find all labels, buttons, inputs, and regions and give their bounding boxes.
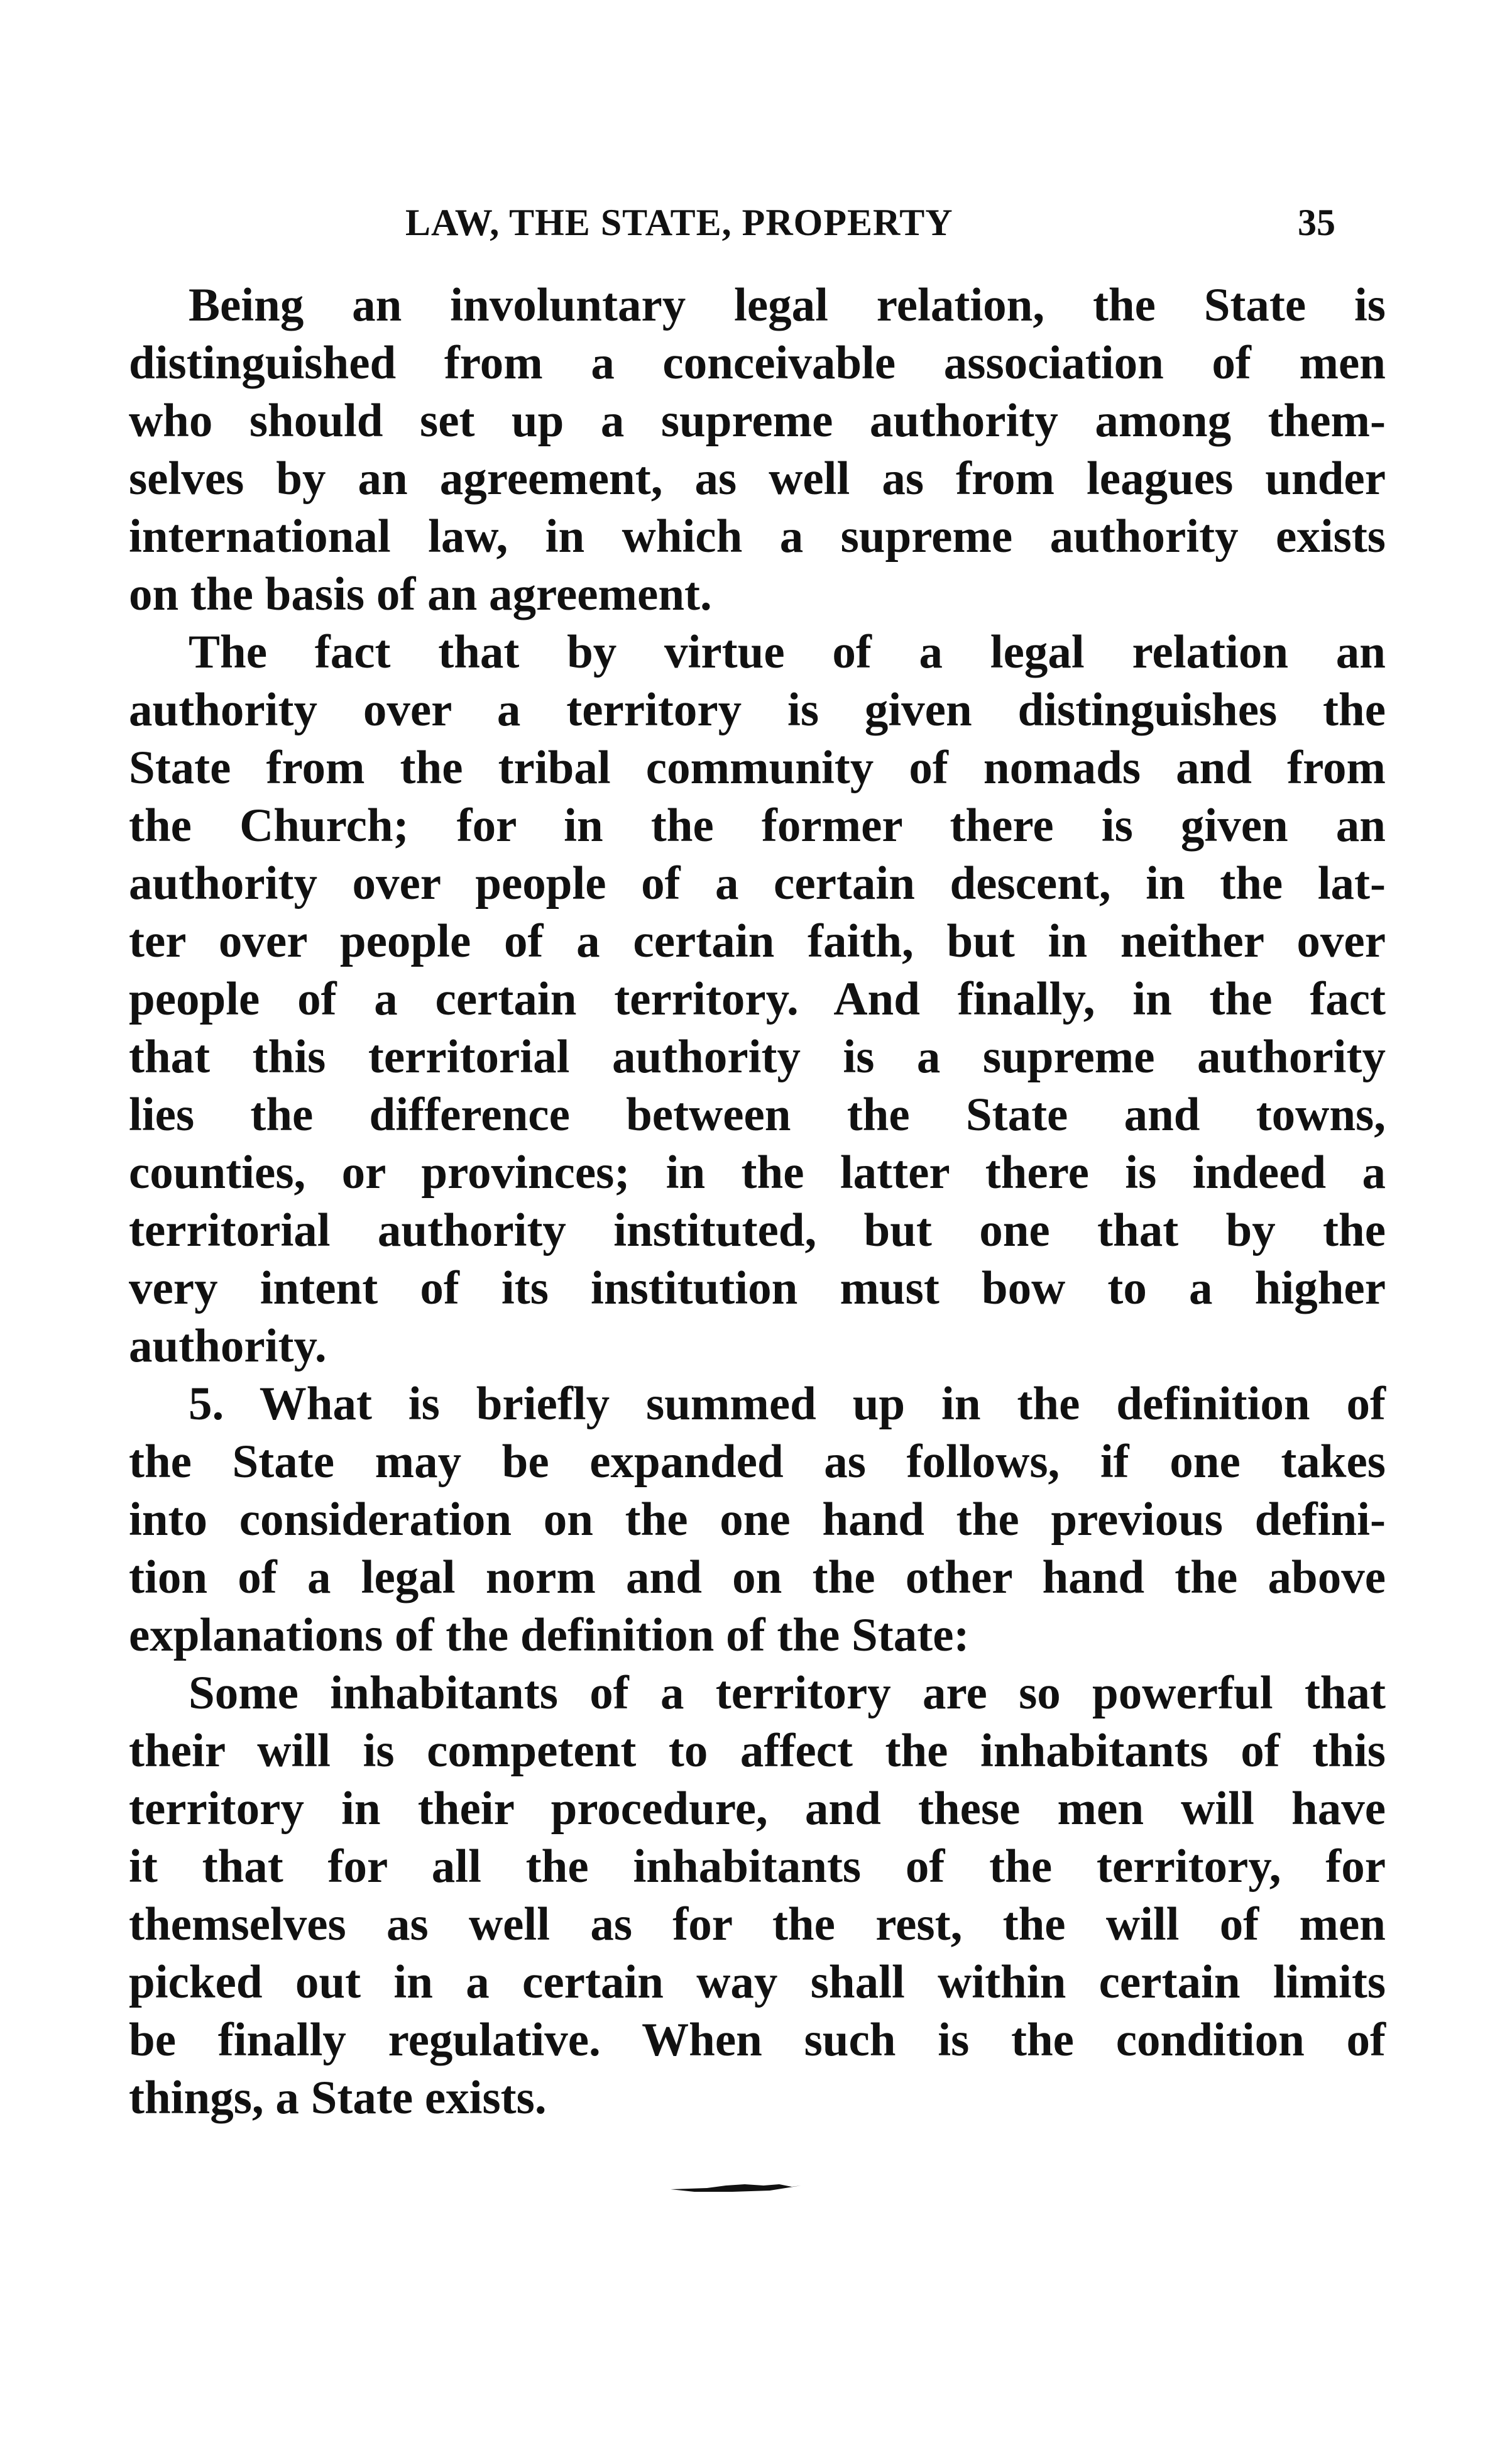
paragraph-2 bbox=[129, 624, 1386, 1375]
text-line: very intent of its institution must bow to a higher bbox=[129, 1262, 1386, 1314]
text-line: authority over people of a certain descent, in the lat- bbox=[129, 857, 1386, 910]
text-line: The fact that by virtue of a legal relation an bbox=[189, 626, 1386, 678]
text-line: State from the tribal community of nomads and from bbox=[129, 742, 1386, 794]
text-line: the Church; for in the former there is given an bbox=[129, 800, 1386, 852]
page-number: 35 bbox=[1298, 202, 1335, 243]
text-line: themselves as well as for the rest, the will of men bbox=[129, 1898, 1386, 1950]
text-line: authority. bbox=[129, 1320, 327, 1372]
text-line: who should set up a supreme authority among them- bbox=[129, 395, 1386, 447]
text-line: territory in their procedure, and these men will have bbox=[129, 1783, 1386, 1835]
text-line: ter over people of a certain faith, but in neither over bbox=[129, 915, 1386, 967]
text-line: counties, or provinces; in the latter there is indeed a bbox=[129, 1147, 1386, 1199]
text-line: lies the difference between the State and towns, bbox=[129, 1089, 1386, 1141]
text-line: tion of a legal norm and on the other hand the above bbox=[129, 1551, 1386, 1603]
text-line: that this territorial authority is a supreme authority bbox=[129, 1031, 1386, 1083]
text-line: territorial authority instituted, but one that by the bbox=[129, 1204, 1386, 1256]
text-line: their will is competent to affect the inhabitants of this bbox=[129, 1725, 1386, 1777]
text-line: on the basis of an agreement. bbox=[129, 568, 712, 620]
text-line: things, a State exists. bbox=[129, 2072, 547, 2124]
paragraph-4 bbox=[129, 1664, 1386, 2127]
text-line: picked out in a certain way shall within certain limits bbox=[129, 1956, 1386, 2008]
text-line: authority over a territory is given distinguishes the bbox=[129, 684, 1386, 736]
text-line: Being an involuntary legal relation, the State is bbox=[189, 279, 1386, 331]
ornament-rule-icon bbox=[669, 2178, 826, 2197]
text-line: selves by an agreement, as well as from leagues under bbox=[129, 453, 1386, 505]
text-line: the State may be expanded as follows, if one takes bbox=[129, 1436, 1386, 1488]
paragraph-1 bbox=[129, 277, 1386, 624]
text-line: explanations of the definition of the State: bbox=[129, 1609, 970, 1661]
text-line: it that for all the inhabitants of the territory, for bbox=[129, 1840, 1386, 1893]
text-line: international law, in which a supreme authority exists bbox=[129, 510, 1386, 563]
text-line: 5. What is briefly summed up in the definition of bbox=[189, 1378, 1386, 1430]
text-line: be finally regulative. When such is the condition of bbox=[129, 2014, 1386, 2066]
book-page bbox=[129, 201, 1386, 2127]
text-line: people of a certain territory. And finally, in the fact bbox=[129, 973, 1386, 1025]
page-header bbox=[129, 201, 1386, 270]
text-line: into consideration on the one hand the previous defini- bbox=[129, 1493, 1386, 1546]
running-head: LAW, THE STATE, PROPERTY bbox=[405, 202, 953, 243]
text-line: distinguished from a conceivable association of men bbox=[129, 337, 1386, 389]
page-body bbox=[129, 277, 1386, 2127]
text-line: Some inhabitants of a territory are so powerful that bbox=[189, 1667, 1386, 1719]
paragraph-3 bbox=[129, 1375, 1386, 1664]
